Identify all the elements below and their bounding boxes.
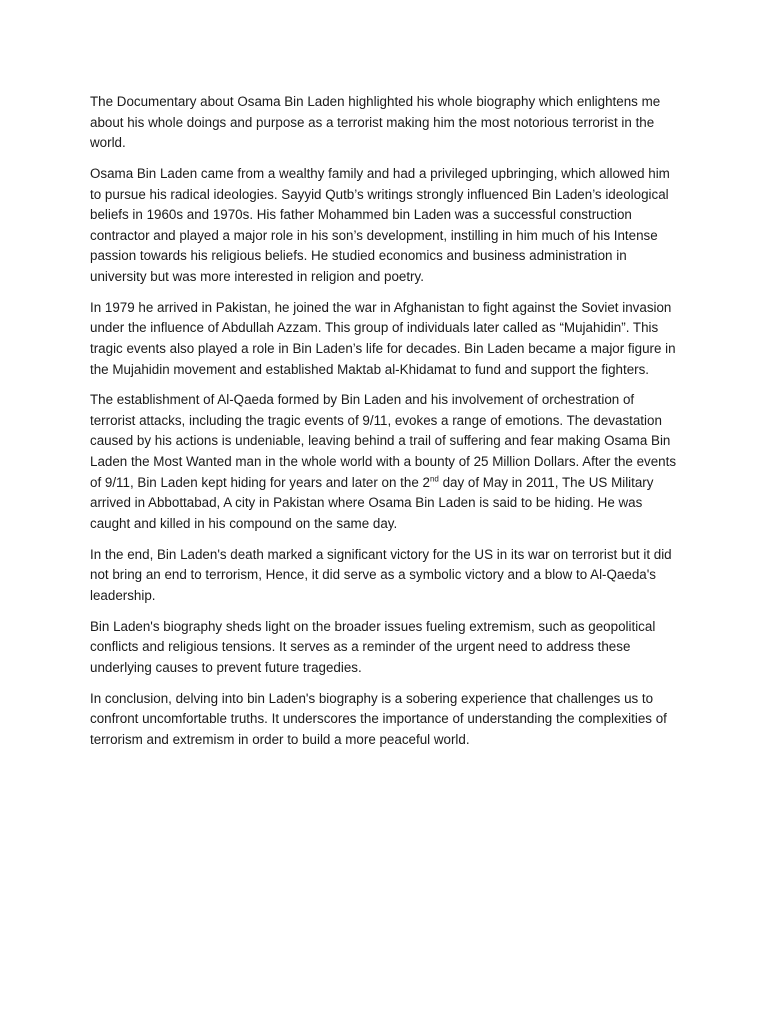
- ordinal-suffix: nd: [429, 474, 439, 484]
- paragraph-2: Osama Bin Laden came from a wealthy family and had a privileged upbringing, which allowed him to pursue his radical ideologies. Sayyid Qutb’s writings strongly influenced Bin Laden’s ideological beliefs in 1960s and 1970s. His father Mohammed bin Laden was a successful construction contractor and played a major role in his son’s development, instilling in him much of his Intense passion towards his religious beliefs. He studied economics and business administration in university but was more interested in religion and poetry.: [90, 165, 670, 284]
- paragraph-1: The Documentary about Osama Bin Laden highlighted his whole biography which enlightens me about his whole doings and purpose as a terrorist making him the most notorious terrorist in the world.: [90, 94, 661, 151]
- paragraph-4-text-b: day of May in 2011, The US Military arrived in Abbottabad, A city in Pakistan where Osama Bin Laden is said to be hiding. He was caught and killed in his compound on the same day.: [90, 474, 654, 531]
- paragraph-7: In conclusion, delving into bin Laden's biography is a sobering experience that challenges us to confront uncomfortable truths. It underscores the importance of understanding the complexities of terrorism and extremism in order to build a more peaceful world.: [90, 690, 667, 747]
- paragraph-3: In 1979 he arrived in Pakistan, he joined the war in Afghanistan to fight against the Soviet invasion under the influence of Abdullah Azzam. This group of individuals later called as “Mujahidin”. This tragic events also played a role in Bin Laden’s life for decades. Bin Laden became a major figure in the Mujahidin movement and established Maktab al-Khidamat to fund and support the fighters.: [90, 299, 676, 377]
- paragraph-5: In the end, Bin Laden's death marked a significant victory for the US in its war on terrorist but it did not bring an end to terrorism, Hence, it did serve as a symbolic victory and a blow to Al-Qaeda's leadership.: [90, 546, 672, 603]
- paragraph-4: [90, 390, 680, 534]
- paragraph-4-text-a: The establishment of Al-Qaeda formed by Bin Laden and his involvement of orchestration of terrorist attacks, including the tragic events of 9/11, evokes a range of emotions. The devastation caused by his actions is undeniable, leaving behind a trail of suffering and fear making Osama Bin Laden the Most Wanted man in the whole world with a bounty of 25 Million Dollars. After the events of 9/11, Bin Laden kept hiding for years and later on the 2: [90, 392, 677, 490]
- paragraph-6: Bin Laden's biography sheds light on the broader issues fueling extremism, such as geopolitical conflicts and religious tensions. It serves as a reminder of the urgent need to address these underlying causes to prevent future tragedies.: [90, 618, 656, 675]
- document-body: [90, 92, 680, 761]
